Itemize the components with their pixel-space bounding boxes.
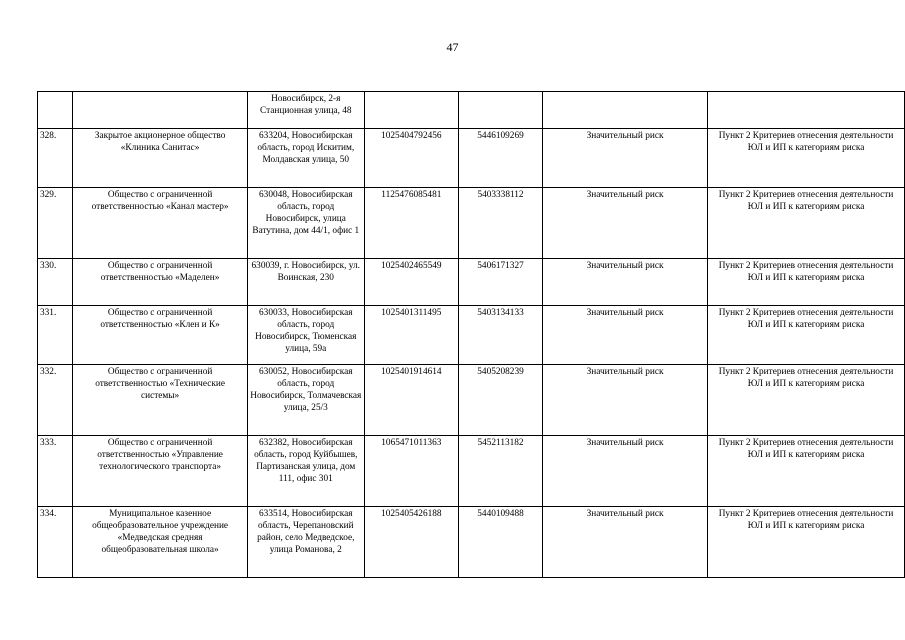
inn-cell: 5406171327	[459, 259, 543, 306]
ogrn-cell: 1065471011363	[364, 436, 458, 507]
org-name-cell: Муниципальное казенное общеобразовательное учреждение «Медведская средняя общеобразовательная школа»	[73, 507, 248, 578]
address-cell: 630033, Новосибирская область, город Новосибирск, Тюменская улица, 59а	[247, 306, 364, 365]
table-row	[38, 306, 905, 365]
org-name-cell: Общество с ограниченной ответственностью «Клен и К»	[73, 306, 248, 365]
criteria-cell: Пункт 2 Критериев отнесения деятельности ЮЛ и ИП к категориям риска	[708, 129, 905, 188]
inn-cell: 5440109488	[459, 507, 543, 578]
ogrn-cell: 1025402465549	[364, 259, 458, 306]
address-cell: 632382, Новосибирская область, город Куйбышев, Партизанская улица, дом 111, офис 301	[247, 436, 364, 507]
risk-category-cell	[543, 92, 708, 129]
risk-category-text: Значительный риск	[586, 308, 664, 318]
risk-category-cell	[543, 188, 708, 259]
criteria-cell	[708, 92, 905, 129]
risk-category-text: Значительный риск	[586, 261, 664, 271]
table-row	[38, 507, 905, 578]
address-cell: 630052, Новосибирская область, город Новосибирск, Толмачевская улица, 25/3	[247, 365, 364, 436]
ogrn-cell: 1025401311495	[364, 306, 458, 365]
risk-category-cell	[543, 507, 708, 578]
criteria-cell: Пункт 2 Критериев отнесения деятельности ЮЛ и ИП к категориям риска	[708, 436, 905, 507]
org-name-cell	[73, 92, 248, 129]
inn-cell: 5403134133	[459, 306, 543, 365]
risk-registry-table	[37, 91, 905, 578]
table-row	[38, 188, 905, 259]
row-number-cell: 328.	[38, 129, 73, 188]
row-number-cell: 334.	[38, 507, 73, 578]
inn-cell: 5452113182	[459, 436, 543, 507]
ogrn-cell	[364, 92, 458, 129]
table-row	[38, 436, 905, 507]
risk-category-cell	[543, 259, 708, 306]
row-number-cell: 329.	[38, 188, 73, 259]
row-number-cell: 333.	[38, 436, 73, 507]
risk-category-text: Значительный риск	[586, 509, 664, 519]
criteria-cell: Пункт 2 Критериев отнесения деятельности ЮЛ и ИП к категориям риска	[708, 259, 905, 306]
inn-cell: 5446109269	[459, 129, 543, 188]
org-name-cell: Закрытое акционерное общество «Клиника Санитас»	[73, 129, 248, 188]
ogrn-cell: 1125476085481	[364, 188, 458, 259]
risk-category-cell	[543, 306, 708, 365]
org-name-cell: Общество с ограниченной ответственностью «Маделен»	[73, 259, 248, 306]
risk-category-text: Значительный риск	[586, 131, 664, 141]
address-cell: 633514, Новосибирская область, Черепановский район, село Медведское, улица Романова, 2	[247, 507, 364, 578]
ogrn-cell: 1025405426188	[364, 507, 458, 578]
address-cell: 633204, Новосибирская область, город Искитим, Молдавская улица, 50	[247, 129, 364, 188]
row-number-cell: 330.	[38, 259, 73, 306]
table-row	[38, 129, 905, 188]
risk-category-text: Значительный риск	[586, 438, 664, 448]
address-cell: 630048, Новосибирская область, город Новосибирск, улица Ватутина, дом 44/1, офис 1	[247, 188, 364, 259]
inn-cell: 5403338112	[459, 188, 543, 259]
risk-category-cell	[543, 436, 708, 507]
org-name-cell: Общество с ограниченной ответственностью «Управление технологического транспорта»	[73, 436, 248, 507]
table-row	[38, 365, 905, 436]
risk-category-cell	[543, 365, 708, 436]
org-name-cell: Общество с ограниченной ответственностью «Технические системы»	[73, 365, 248, 436]
risk-category-text: Значительный риск	[586, 367, 664, 377]
row-number-cell	[38, 92, 73, 129]
ogrn-cell: 1025404792456	[364, 129, 458, 188]
ogrn-cell: 1025401914614	[364, 365, 458, 436]
inn-cell	[459, 92, 543, 129]
risk-category-cell	[543, 129, 708, 188]
address-cell: 630039, г. Новосибирск, ул. Воинская, 230	[247, 259, 364, 306]
row-number-cell: 332.	[38, 365, 73, 436]
risk-category-text: Значительный риск	[586, 190, 664, 200]
criteria-cell: Пункт 2 Критериев отнесения деятельности ЮЛ и ИП к категориям риска	[708, 306, 905, 365]
address-cell: Новосибирск, 2-я Станционная улица, 48	[247, 92, 364, 129]
table-row-continued	[38, 92, 905, 129]
inn-cell: 5405208239	[459, 365, 543, 436]
table-row	[38, 259, 905, 306]
org-name-cell: Общество с ограниченной ответственностью «Канал мастер»	[73, 188, 248, 259]
criteria-cell: Пункт 2 Критериев отнесения деятельности ЮЛ и ИП к категориям риска	[708, 188, 905, 259]
criteria-cell: Пункт 2 Критериев отнесения деятельности ЮЛ и ИП к категориям риска	[708, 365, 905, 436]
criteria-cell: Пункт 2 Критериев отнесения деятельности ЮЛ и ИП к категориям риска	[708, 507, 905, 578]
page-number: 47	[446, 40, 459, 54]
row-number-cell: 331.	[38, 306, 73, 365]
